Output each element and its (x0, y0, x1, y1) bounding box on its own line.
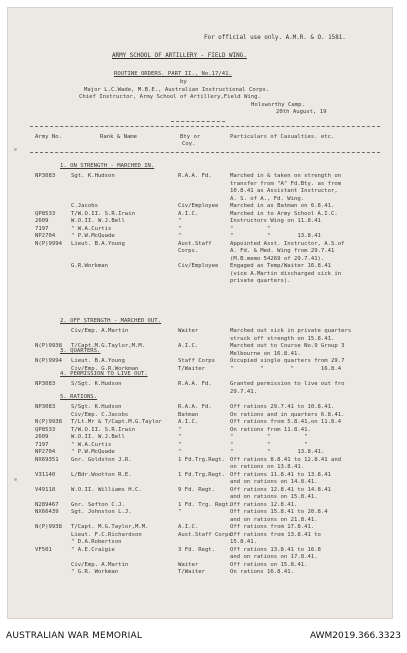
entry-rank-name: Civ/Emp. A.Martin (71, 561, 129, 568)
entry-particulars: Off rations 12.8.41 to 14.8.41 (230, 486, 332, 493)
archive-footer (0, 622, 407, 653)
orders-officer-role: Chief Instructor, Army School of Artillery,Field Wing. (79, 94, 261, 100)
entry-rank-name: G.R.Workman (71, 263, 109, 269)
entry-rank-name: W.O.II. Williams H.C. (71, 486, 142, 493)
entry-particulars: Occupied single quarters from 29.7 (230, 358, 345, 364)
column-header-particulars: Particulars of Casualties. etc. (230, 134, 335, 140)
entry-army-no: NP2704 (35, 449, 56, 455)
entry-particulars: (vice A.Martin discharged sick in (230, 270, 342, 277)
entry-bty-coy: " (178, 426, 182, 433)
entry-army-no: N(P)9938 (35, 419, 62, 425)
entry-army-no: V49118 (35, 486, 56, 493)
orders-by: by (180, 79, 187, 85)
document-page (8, 8, 392, 618)
entry-rank-name: Lieut. B.A.Young (71, 240, 125, 247)
entry-particulars: Marched in & taken on strength on (230, 173, 342, 179)
entry-rank-name: W.O.II. W.J.Bell (71, 218, 125, 224)
entry-army-no: QP8533 (35, 210, 56, 217)
entry-particulars: Instructors Wing on 11.8.41 (230, 218, 321, 224)
entry-bty-coy: R.A.A. Fd. (178, 173, 212, 179)
entry-particulars: (M.B.memo 54269 of 29.7.41). (230, 255, 325, 262)
entry-bty-coy: " (178, 434, 182, 440)
entry-particulars: Marched in as Batman on 6.8.41. (230, 203, 335, 209)
entry-rank-name: L/Bdr.Wootton R.E. (71, 471, 132, 478)
entry-bty-coy: Civ/Employee (178, 263, 219, 269)
entry-particulars: " " " 16.8.4 (230, 365, 342, 372)
section-heading: 3. QUARTERS. (60, 348, 101, 354)
entry-army-no: NP3083 (35, 404, 56, 410)
entry-particulars: 15.8.41. (230, 539, 257, 545)
entry-army-no: NP3083 (35, 173, 56, 179)
entry-particulars: Off rations 11.8.41 to 13.8.41 (230, 471, 332, 478)
entry-particulars: struck off strength on 15.8.41. (230, 335, 335, 342)
entry-particulars: and on rations on 15.8.41. (230, 494, 318, 500)
entry-particulars: Marched in to Army School A.I.C. (230, 210, 338, 217)
entry-bty-coy: 3 Fd. Regt. (178, 546, 216, 553)
entry-rank-name: " G.R. Workman (71, 569, 119, 575)
entry-particulars: Appointed Asst. Instructor, A.S.of (230, 240, 345, 247)
entry-army-no: 7197 (35, 441, 49, 448)
entry-bty-coy: A.I.C. (178, 210, 199, 217)
entry-bty-coy: Waiter (178, 328, 199, 334)
entry-army-no: V31140 (35, 471, 56, 478)
entry-rank-name: S/Sgt. K.Hudson (71, 404, 122, 410)
entry-particulars: and on rations on 14.8.41. (230, 479, 318, 485)
entry-particulars: Off rations 13.8.41 to 16.8 (230, 546, 321, 553)
entry-particulars: " " 13.8.41. (230, 449, 325, 455)
entry-bty-coy: " (178, 233, 182, 239)
column-header-rank-name: Rank & Name (100, 134, 138, 140)
school-heading: ARMY SCHOOL OF ARTILLERY - FIELD WING. (112, 53, 247, 59)
entry-particulars: and on rations on 17.8.41. (230, 554, 318, 560)
entry-bty-coy: 1 Fd. Trg. Regt. (178, 501, 232, 508)
entry-bty-coy: Aust.Staff Corps (178, 531, 232, 538)
entry-bty-coy: 1 Fd.Trg.Regt. (178, 456, 226, 463)
table-header-rule (30, 152, 380, 153)
entry-rank-name: Sgt. K.Hudson (71, 173, 115, 179)
entry-rank-name: Civ/Emp. A.Martin (71, 328, 129, 334)
entry-particulars: " " 13.8.41 (230, 233, 321, 239)
entry-particulars: 29.7.41. (230, 388, 257, 395)
entry-particulars: " " (230, 225, 271, 232)
entry-particulars: Off rations 8.8.41 to 12.8.41 and (230, 456, 342, 463)
entry-bty-coy: " (178, 225, 182, 232)
entry-particulars: Off rations from 13.8.41 to (230, 531, 321, 538)
entry-bty-coy: Batman (178, 411, 199, 418)
entry-army-no: N289467 (35, 501, 59, 508)
entry-rank-name: Gnr. Sefton C.J. (71, 501, 125, 508)
entry-bty-coy: T/Waiter (178, 365, 205, 372)
section-heading: 2. OFF STRENGTH - MARCHED OUT. (60, 318, 162, 324)
entry-particulars: Marched out to Course No.9 Group 3 (230, 343, 345, 349)
entry-bty-coy: R.A.A. Fd. (178, 381, 212, 387)
entry-bty-coy: Aust.Staff (178, 240, 212, 247)
entry-army-no: QP8533 (35, 426, 56, 433)
entry-bty-coy: " (178, 218, 182, 224)
entry-army-no: 2609 (35, 434, 49, 440)
entry-rank-name: " P.W.McQuade (71, 449, 115, 455)
orders-title: ROUTINE ORDERS. PART II., No.17/41. (114, 71, 232, 77)
entry-army-no: N(P)9994 (35, 240, 62, 247)
entry-army-no: NX66439 (35, 509, 59, 515)
entry-bty-coy: A.I.C. (178, 524, 199, 530)
entry-bty-coy: " (178, 509, 182, 515)
entry-particulars: private quarters). (230, 278, 291, 284)
entry-rank-name: Lieut. F.C.Richardson (71, 531, 142, 538)
section-heading: 5. RATIONS. (60, 394, 98, 400)
column-header-bty-coy: Bty or (180, 134, 201, 140)
entry-bty-coy: Corps. (178, 248, 199, 254)
entry-rank-name: Civ/Emp. G.R.Workman (71, 365, 139, 372)
entry-particulars: Engaged as Temp/Waiter 16.8.41 (230, 263, 332, 269)
entry-particulars: " " " (230, 434, 308, 440)
entry-rank-name: T/Lt.Mr & T/Capt.M.G.Taylor (71, 419, 162, 425)
column-header-army-no: Army No. (35, 134, 62, 140)
entry-bty-coy: A.I.C. (178, 419, 199, 425)
entry-particulars: " " " (230, 441, 308, 448)
punch-hole-mark (14, 148, 17, 151)
entry-particulars: Off rations 12.8.41. (230, 501, 298, 508)
entry-rank-name: " D.A.Robertson (71, 539, 122, 545)
entry-bty-coy: R.A.A. Fd. (178, 404, 212, 410)
table-top-rule (30, 126, 380, 127)
entry-army-no: N(P)9994 (35, 358, 62, 364)
entry-rank-name: " W.A.Curtis (71, 441, 112, 448)
column-header-bty-coy-line2: Coy. (182, 141, 196, 147)
official-use-line: For official use only. A.M.R. & O. 1581. (204, 35, 346, 41)
section-heading: 4. PERMISSION TO LIVE OUT. (60, 371, 148, 377)
punch-hole-mark (14, 478, 17, 481)
entry-army-no: 2609 (35, 218, 49, 224)
entry-bty-coy: Civ/Employee (178, 203, 219, 209)
entry-rank-name: Lieut. B.A.Young (71, 358, 125, 364)
entry-particulars: Granted permission to live out fro (230, 381, 345, 387)
orders-by-officer: Major L.C.Wade, M.B.E., Australian Instructional Corps. (84, 87, 270, 93)
entry-rank-name: T/W.O.II. S.R.Irwin (71, 210, 135, 217)
entry-rank-name: Sgt. Johnston L.J. (71, 509, 132, 515)
entry-bty-coy: 1 Fd.Trg.Regt. (178, 471, 226, 478)
orders-place: Holsworthy Camp. (251, 102, 305, 108)
entry-bty-coy: " (178, 441, 182, 448)
entry-rank-name: " W.A.Curtis (71, 225, 112, 232)
entry-particulars: On rations and in quarters 6.8.41. (230, 411, 345, 418)
entry-rank-name: C.Jacobs (71, 203, 98, 209)
entry-particulars: on rations on 13.8.41. (230, 464, 305, 470)
entry-particulars: Off rations from 5.8.41,on 11.8.4 (230, 419, 342, 425)
entry-rank-name: T/W.O.II. S.R.Irwin (71, 426, 135, 433)
entry-rank-name: Civ/Emp. C.Jacobs (71, 411, 129, 418)
entry-bty-coy: A.I.C. (178, 343, 199, 349)
title-divider (171, 121, 225, 122)
entry-particulars: A. S. of A., Fd. Wing. (230, 195, 305, 202)
entry-bty-coy: T/Waiter (178, 569, 205, 575)
footer-reference: AWM2019.366.3323 (309, 631, 401, 641)
entry-rank-name: Gnr. Goldston J.R. (71, 456, 132, 463)
entry-army-no: N(P)9938 (35, 343, 62, 349)
footer-institution: AUSTRALIAN WAR MEMORIAL (6, 631, 143, 641)
entry-rank-name: " A.E.Craigie (71, 546, 115, 553)
entry-particulars: Off rations 15.8.41 to 20.8.4 (230, 509, 328, 515)
entry-army-no: NP2704 (35, 233, 56, 239)
entry-particulars: On rations 16.8.41. (230, 569, 294, 575)
entry-particulars: Melbourne on 16.8.41. (230, 350, 301, 357)
entry-rank-name: S/Sgt. K.Hudson (71, 381, 122, 387)
entry-rank-name: T/Capt.M.G.Taylor,M.M. (71, 343, 146, 349)
entry-particulars: On rations from 11.8.41. (230, 426, 311, 433)
entry-particulars: Off rations from 17.8.41. (230, 524, 315, 530)
entry-particulars: A. Fd. & Med. Wing from 29.7.41 (230, 248, 335, 254)
entry-army-no: 7197 (35, 225, 49, 232)
entry-rank-name: T/Capt. M.G.Taylor,M.M. (71, 524, 149, 530)
entry-particulars: and on rations on 21.8.41. (230, 516, 318, 523)
entry-army-no: NX69351 (35, 456, 59, 463)
entry-particulars: 10.8.41 as Assistant Instructor, (230, 188, 338, 194)
section-heading: 1. ON STRENGTH - MARCHED IN. (60, 163, 155, 169)
entry-bty-coy: " (178, 449, 182, 455)
entry-bty-coy: Waiter (178, 561, 199, 568)
entry-particulars: Marched out sick in private quarters (230, 328, 352, 334)
entry-particulars: Off rations 29.7.41 to 10.8.41. (230, 404, 335, 410)
entry-army-no: VF501 (35, 546, 52, 553)
entry-rank-name: W.O.II. W.J.Bell (71, 434, 125, 440)
entry-bty-coy: Staff Corps (178, 358, 216, 364)
entry-bty-coy: 9 Fd. Regt. (178, 486, 216, 493)
orders-date: 20th August, 19 (276, 109, 327, 115)
entry-army-no: NP3083 (35, 381, 56, 387)
entry-particulars: transfer from "A" Fd.Bty. as from (230, 180, 342, 187)
entry-particulars: Off rations on 15.8.41. (230, 561, 308, 568)
entry-rank-name: " P.W.McQuade (71, 233, 115, 239)
entry-army-no: N(P)9938 (35, 524, 62, 530)
